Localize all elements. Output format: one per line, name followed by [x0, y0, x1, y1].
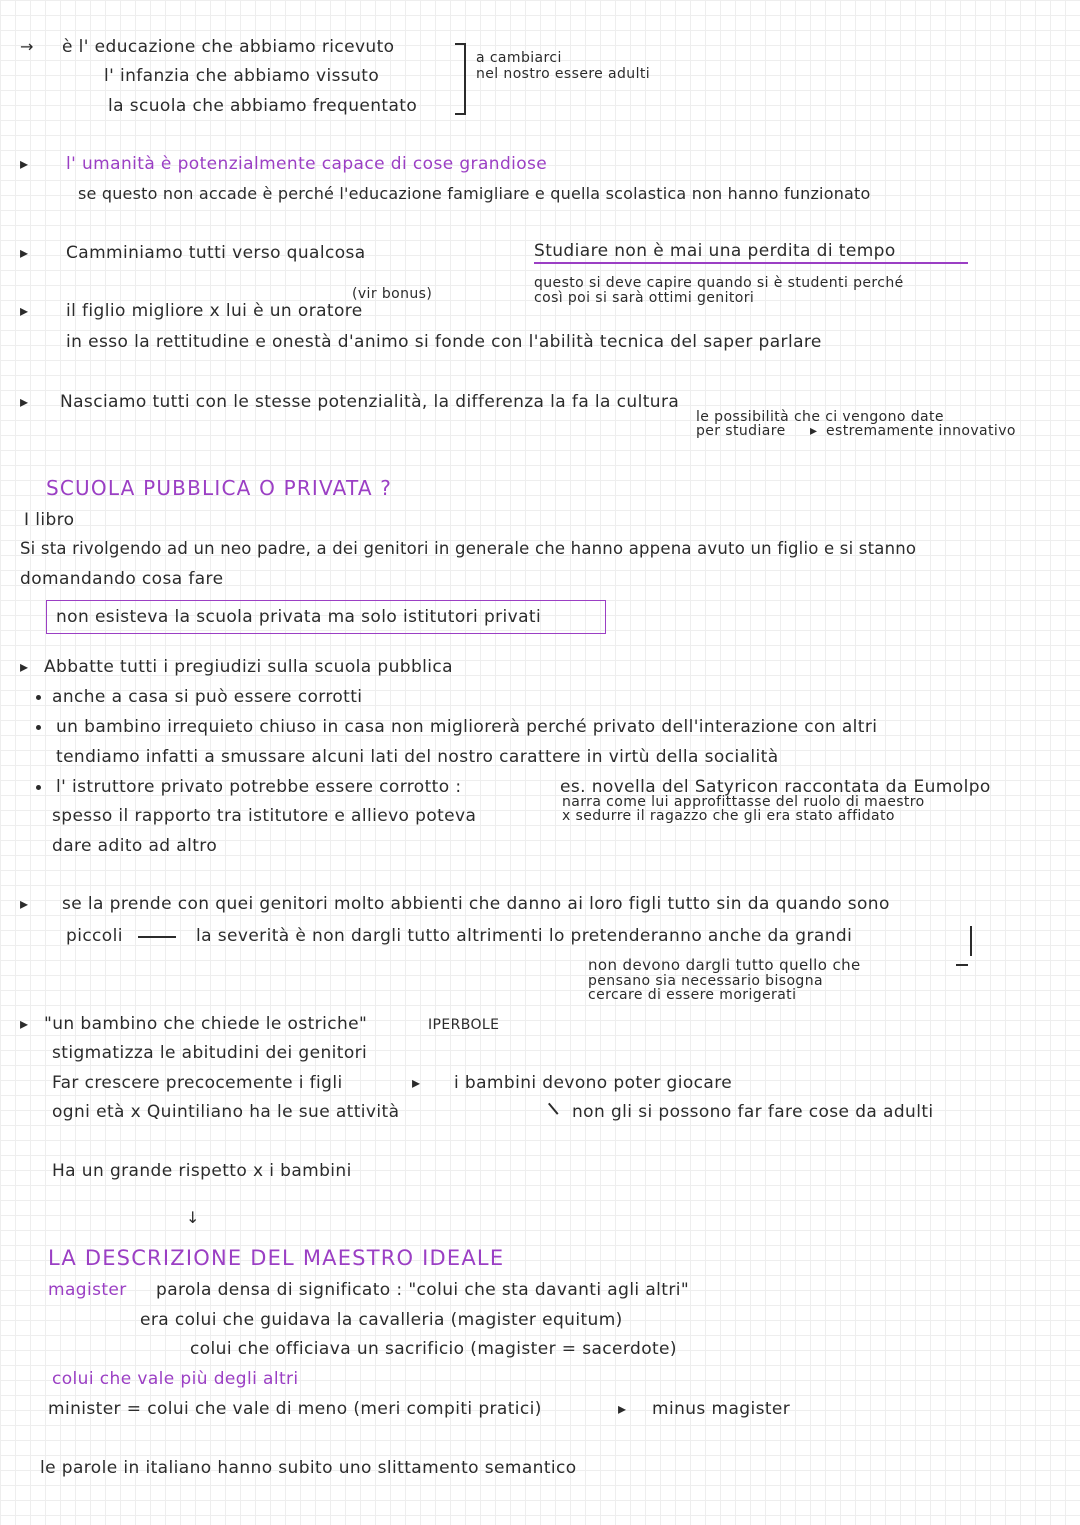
- magister-definition: era colui che guidava la cavalleria (magister equitum): [140, 1310, 623, 1330]
- arrow-icon: ▸: [20, 301, 29, 320]
- severity-note: pensano sia necessario bisogna: [588, 973, 823, 989]
- magister-word: magister: [48, 1280, 127, 1300]
- dash-line: [138, 936, 176, 938]
- adult-line: non gli si possono far fare cose da adulti: [572, 1102, 934, 1122]
- knock-down-line: Abbatte tutti i pregiudizi sulla scuola pubblica: [44, 657, 453, 677]
- bracket-note-line: a cambiarci: [476, 50, 562, 66]
- born-line: Nasciamo tutti con le stesse potenzialità, la differenza la fa la cultura: [60, 392, 680, 412]
- arrow-icon: ▸: [20, 657, 29, 676]
- example-note: es. novella del Satyricon raccontata da Eumolpo: [560, 777, 991, 797]
- walk-line: Camminiamo tutti verso qualcosa: [66, 243, 366, 263]
- stigma-line: stigmatizza le abitudini dei genitori: [52, 1043, 368, 1063]
- arrow-icon: →: [20, 37, 34, 56]
- bracket-line: [956, 964, 968, 966]
- wealthy-line: se la prende con quei genitori molto abbienti che danno ai loro figli tutto sin da quando sono: [62, 894, 890, 914]
- bracket-line: [970, 926, 972, 956]
- arrow-icon: ▸: [20, 154, 29, 173]
- magister-definition: colui che officiava un sacrificio (magister = sacerdote): [190, 1339, 677, 1359]
- oysters-quote: "un bambino che chiede le ostriche": [44, 1014, 368, 1034]
- bullet-item: tendiamo infatti a smussare alcuni lati del nostro carattere in virtù della socialità: [56, 747, 779, 767]
- respect-line: Ha un grande rispetto x i bambini: [52, 1161, 352, 1181]
- arrow-icon: ▸: [412, 1073, 421, 1092]
- severity-note: cercare di essere morigerati: [588, 987, 797, 1003]
- bullet-icon: [36, 785, 41, 790]
- son-line: il figlio migliore x lui è un oratore: [66, 301, 363, 321]
- minister-line: minister = colui che vale di meno (meri compiti pratici): [48, 1399, 542, 1419]
- study-note: questo si deve capire quando si è studenti perché: [534, 275, 904, 291]
- vir-bonus: (vir bonus): [352, 286, 433, 302]
- bracket-note-line: nel nostro essere adulti: [476, 66, 651, 82]
- context-line: domandando cosa fare: [20, 569, 224, 589]
- bracket-vertical: [464, 43, 466, 115]
- bullet-icon: [36, 695, 41, 700]
- culture-note: le possibilità che ci vengono date: [696, 409, 944, 425]
- study-note: così poi si sarà ottimi genitori: [534, 290, 755, 306]
- school-item: la scuola che abbiamo frequentato: [108, 96, 418, 116]
- study-line: Studiare non è mai una perdita di tempo: [534, 241, 896, 261]
- study-underline: [534, 262, 968, 264]
- book-label: I libro: [24, 510, 75, 530]
- grow-line: Far crescere precocemente i figli: [52, 1073, 343, 1093]
- wealthy-line: piccoli: [66, 926, 123, 946]
- severity-line: la severità è non dargli tutto altrimenti lo pretenderanno anche da grandi: [196, 926, 853, 946]
- son-note: in esso la rettitudine e onestà d'animo si fonde con l'abilità tecnica del saper parlare: [66, 332, 822, 352]
- branch-line: [548, 1103, 558, 1115]
- arrow-icon: ▸: [618, 1399, 627, 1418]
- bullet-item: un bambino irrequieto chiuso in casa non migliorerà perché privato dell'interazione con altri: [56, 717, 878, 737]
- boxed-note: non esisteva la scuola privata ma solo istitutori privati: [56, 607, 542, 627]
- childhood-item: l' infanzia che abbiamo vissuto: [104, 66, 380, 86]
- failure-line: se questo non accade è perché l'educazione famigliare e quella scolastica non hanno funzionato: [78, 184, 871, 203]
- bullet-item: dare adito ad altro: [52, 836, 218, 856]
- bullet-item: l' istruttore privato potrebbe essere corrotto :: [56, 777, 462, 797]
- bullet-item: spesso il rapporto tra istitutore e allievo poteva: [52, 806, 477, 826]
- culture-note: estremamente innovativo: [826, 423, 1016, 439]
- education-item: è l' educazione che abbiamo ricevuto: [62, 37, 395, 57]
- arrow-icon: ▸: [810, 423, 818, 439]
- humanity-line: l' umanità è potenzialmente capace di cose grandiose: [66, 154, 548, 174]
- age-line: ogni età x Quintiliano ha le sue attività: [52, 1102, 400, 1122]
- bullet-icon: [36, 725, 41, 730]
- play-line: i bambini devono poter giocare: [454, 1073, 733, 1093]
- severity-note: non devono dargli tutto quello che: [588, 956, 861, 974]
- magister-definition: parola densa di significato : "colui che sta davanti agli altri": [156, 1280, 690, 1300]
- example-note: x sedurre il ragazzo che gli era stato affidato: [562, 808, 895, 824]
- section-title: SCUOLA PUBBLICA O PRIVATA ?: [46, 476, 393, 500]
- context-line: Si sta rivolgendo ad un neo padre, a dei genitori in generale che hanno appena avuto un figlio e si stanno: [20, 539, 917, 558]
- example-note: narra come lui approfittasse del ruolo di maestro: [562, 794, 925, 810]
- culture-note: per studiare: [696, 423, 786, 439]
- arrow-icon: ▸: [20, 1014, 29, 1033]
- section-title: LA DESCRIZIONE DEL MAESTRO IDEALE: [48, 1246, 505, 1270]
- semantic-shift-line: le parole in italiano hanno subito uno slittamento semantico: [40, 1458, 577, 1478]
- arrow-icon: ↓: [186, 1208, 200, 1227]
- bracket-bottom: [455, 113, 465, 115]
- arrow-icon: ▸: [20, 243, 29, 262]
- bullet-item: anche a casa si può essere corrotti: [52, 687, 363, 707]
- worth-line: colui che vale più degli altri: [52, 1369, 299, 1389]
- minus-magister: minus magister: [652, 1399, 791, 1419]
- arrow-icon: ▸: [20, 392, 29, 411]
- hyperbole-label: IPERBOLE: [428, 1017, 500, 1033]
- arrow-icon: ▸: [20, 894, 29, 913]
